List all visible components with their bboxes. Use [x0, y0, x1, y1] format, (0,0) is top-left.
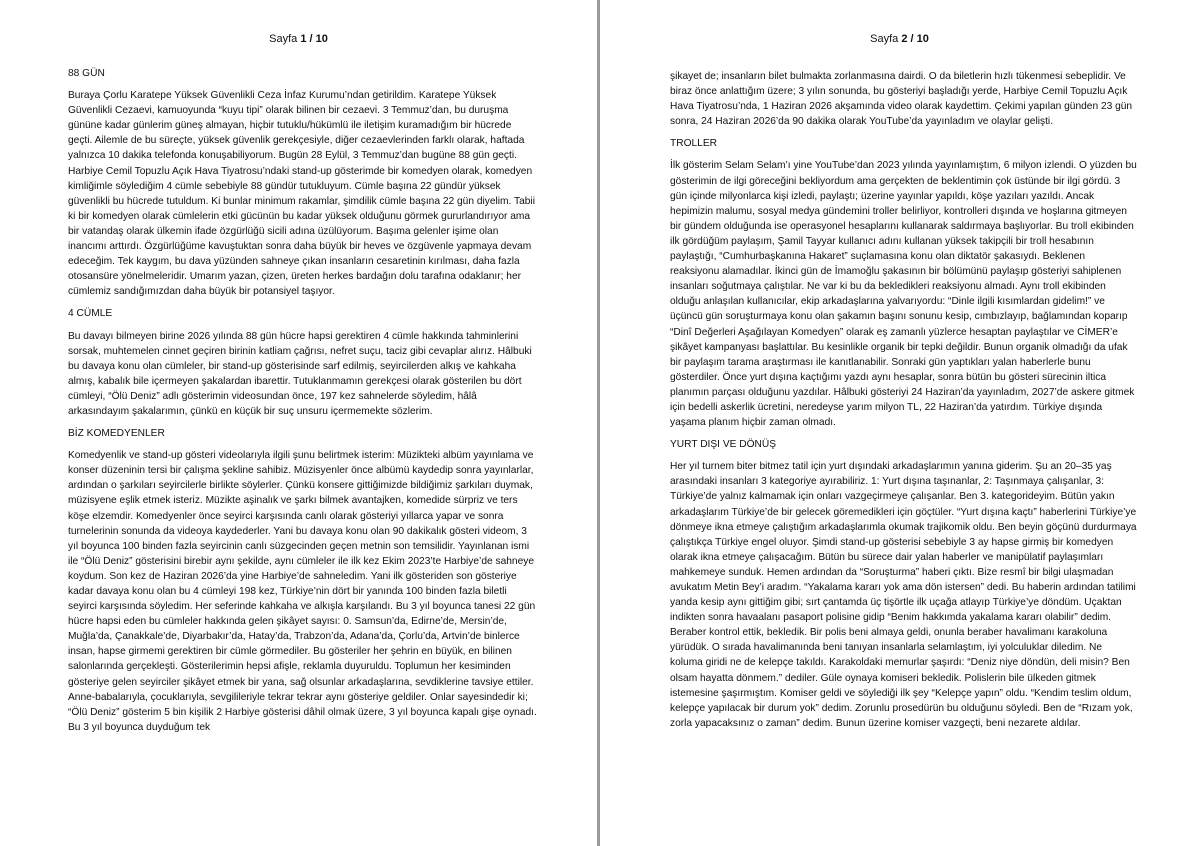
paragraph: Komedyenlik ve stand-up gösteri videolarıyla ilgili şunu belirtmek isterim: Müzikteki albüm yayınlama ve konser düzeninin tersi bir çalışma şekline sahibiz. Müzisyenler önce albümü kaydedip sonra yayınlarlar, ardından o şarkıları seyircilerle birlikte söylerler. Çünkü konsere gittiğimizde bildiğimiz şarkıları duymak, müzisyene eşlik etmek isteriz. Müzikte aşinalık ve şarkı bilmek avantajken, komedide sürpriz ve ters köşe elzemdir. Komedyenler önce seyirci karşısında canlı olarak gösteriyi yıllarca yapar ve sonra turnelerinin sonunda da videoya kaydederler. Yani bu davaya konu olan 90 dakikalık gösteri videom, 3 yıl boyunca 100 binden fazla seyircinin canlı süzgecinden geçen metnin son temsilidir. Yayınlanan ismi ile “Ölü Deniz” gösterisini birebir aynı şekilde, aynı cümleler ile ilk kez Ekim 2023’te Harbiye’de sahneye koydum. Son kez de Haziran 2026’da yine Harbiye’de sahneledim. Yani ilk gösteriden son gösteriye kadar davaya konu olan bu 4 cümleyi 198 kez, Türkiye’nin dört bir yanında 100 binden fazla biletli seyirci karşısında söyledim. Her seferinde kahkaha ve alkışla karşılandı. Bu 3 yıl boyunca tanesi 22 gün hücre hapsi eden bu cümleler hakkında gelen şikâyet sayısı: 0. Samsun’da, Edirne’de, Mersin’de, Muğla’da, Çanakkale’de, Diyarbakır’da, Hatay’da, Trabzon’da, Adana’da, Çorlu’da, Artvin’de binlerce insan, hapse girmemi gerektiren bir cümle görmediler. Bu gösteriler her şehrin en büyük, en bilinen salonlarında gerçekleşti. Gösterilerimin hepsi afişle, reklamla duyuruldu. Toplumun her kesiminden gösteriye gelen seyirciler şikâyet etmek bir yana, sağ olsunlar arkadaşlarına, sevdiklerine tavsiye ettiler. Anne-babalarıyla, çocuklarıyla, sevgilileriyle tekrar tekrar aynı gösteriye geldiler. Onlar sayesindedir ki; “Ölü Deniz” gösterim 5 bin kişilik 2 Harbiye gösterisi dâhil olmak üzere, 3 yıl boyunca kapalı gişe oynadı. Bu 3 yıl boyunca duyduğum tek [68, 450, 537, 733]
page-label: Sayfa [870, 33, 899, 45]
page-separator: / [910, 33, 914, 45]
page-number-header [600, 33, 1199, 45]
section-heading: TROLLER [670, 138, 717, 150]
paragraph: İlk gösterim Selam Selam’ı yine YouTube’dan 2023 yılında yayınlamıştım, 6 milyon izlendi. O yüzden bu gösterimin de ilgi göreceğini bekliyordum ama gerçekten de beklentimin çok üstünde bir ilgi gördü. 3 gün içinde milyonlarca kişi izledi, paylaştı; üzerine yayınlar yapıldı, köşe yazıları yazıldı. Ancak hepimizin malumu, sosyal medya gündemini troller belirliyor, kontrolleri dışında ve hoşlarına gitmeyen bir gündem olduğunda ise operasyonel hesaplarını kullanarak saldırmaya başlıyorlar. Bu troll ekibinden ilk gördüğüm paylaşım, Şamil Tayyar kullanıcı adını kullanan yüksek takipçili bir troll hesabının paylaştığı, “Cumhurbaşkanına Hakaret” suçlamasına konu olan diktatör şakasıydı. Beklenen reaksiyonu alamadılar. İkinci gün de İmamoğlu şakasının bir bölümünü paylaşıp gösteriyi sahiplenen insanları soğutmaya çalıştılar. Ne var ki bu da bekledikleri reaksiyonu almadı. Aynı troll ekibinden olduğu anlaşılan kullanıcılar, ekip arkadaşlarına yalvarıyordu: “Dinle ilgili kısımlardan gidelim!” ve üçüncü gün soruşturmaya konu olan şakamın başını sonunu kesip, cımbızlayıp, bağlamından koparıp “Dinî Değerleri Aşağılayan Komedyen” olarak eş zamanlı yüzlerce hesaptan paylaştılar ve CİMER’e şikâyet kampanyası başlattılar. Bu kesinlikle organik bir tepki değildir. Bunun organik olmadığı da ufak bir paylaşım tarama araştırması ile kanıtlanabilir. Sonraki gün yaptıkları yalan haberlerle bunu gösterdiler. Önce yurt dışına kaçtığımı yazdı aynı hesaplar, sonra bütün bu gösteri sürecinin iltica planımın parçası olduğunu yazdılar. Hâlbuki gösteriyi 24 Haziran’da yayınladım, 2027’de askere gitmek için bedelli askerlik ücretini, neredeyse yarım milyon TL, 22 Haziran’da yatırdım. Türkiye dışında yaşama planım hiçbir zaman olmadı. [670, 160, 1137, 429]
paragraph: Buraya Çorlu Karatepe Yüksek Güvenlikli Ceza İnfaz Kurumu’ndan getirildim. Karatepe Yüksek Güvenlikli Cezaevi, kamuoyunda “kuyu tipi” olarak bilinen bir cezaevi. 3 Temmuz’dan, bu duruşma gününe kadar günlerim güneş almayan, hiçbir tutuklu/hükümlü ile iletişim kuramadığım bir hücrede geçti. Ailemle de bu süreçte, yüksek güvenlik gerekçesiyle, diğer cezaevlerinden farklı olarak, haftada yalnızca 10 dakika telefonda konuşabiliyorum. Bugün 28 Eylül, 3 Temmuz’dan bugüne 88 gün geçti. Harbiye Cemil Topuzlu Açık Hava Tiyatrosu’ndaki stand-up gösterimde bir komedyen olarak, komedyen kimliğimle söylediğim 4 cümle sebebiyle 88 gündür tutukluyum. Cümle başına 22 gündür yüksek güvenlikli bu hücrede tutuldum. Ki bunlar minimum rakamlar, şimdilik cümle başına 22 gün diyelim. Tabii ki bir komedyen olarak cümlelerin etki gücünün bu kadar yüksek olduğunu görmek gururlandırıyor ama bir vatandaş olarak ülkemin ifade özgürlüğü sicili adına üzülüyorum. Başıma gelenler işime olan inancımı arttırdı. Özgürlüğüme kavuştuktan sonra daha büyük bir heves ve özgüvenle yapmaya devam edeceğim. Tek kaygım, bu dava yüzünden sahneye çıkan insanların cesaretinin kırılması, daha fazla otosansüre yönelmeleridir. Umarım yazan, çizen, üreten herkes bardağın dolu tarafına odaklanır; her cümlemiz sandığımızdan daha büyük bir potansiyel taşıyor. [68, 90, 535, 298]
total-page-count: 10 [916, 33, 929, 45]
document-page-1 [0, 0, 597, 846]
section-heading: 4 CÜMLE [68, 308, 113, 320]
page-separator: / [309, 33, 313, 45]
document-page-2 [600, 0, 1199, 846]
section-heading: 88 GÜN [68, 68, 105, 79]
page-body [68, 66, 537, 742]
page-body [670, 69, 1137, 738]
paragraph: şikayet de; insanların bilet bulmakta zorlanmasına dairdi. O da biletlerin hızlı tükenmesi sebeplidir. Ve biraz önce anlattığım üzere; 3 yılın sonunda, bu gösteriyi başladığı yerde, Harbiye Cemil Topuzlu Açık Hava Tiyatrosu’nda, 1 Haziran 2026 akşamında video olarak kaydettim. Çekimi yapılan günden 23 gün sonra, 24 Haziran 2026’da 90 dakika olarak YouTube’da yayınladım ve olaylar gelişti. [670, 71, 1133, 128]
current-page-number: 1 [300, 33, 307, 45]
section-heading: BİZ KOMEDYENLER [68, 428, 165, 440]
total-page-count: 10 [315, 33, 328, 45]
page-number-header [0, 33, 597, 45]
current-page-number: 2 [901, 33, 908, 45]
paragraph: Her yıl turnem biter bitmez tatil için yurt dışındaki arkadaşlarımın yanına giderim. Şu an 20–35 yaş arasındaki insanları 3 kategoriye ayırabiliriz. 1: Yurt dışına taşınanlar, 2: Taşınmaya çalışanlar, 3: Türkiye’de yalnız kalmamak için onları vazgeçirmeye çalışanlar. Ben 3. kategorideyim. Bütün yakın arkadaşlarım Türkiye’de bir gelecek göremedikleri için göçtüler. “Yurt dışına kaçtı” haberlerini Türkiye’ye dönmeye ikna etmeye çalıştığım arkadaşlarımla okumak trajikomik oldu. Ben beyin göçünü durdurmaya çalıştıkça Türkiye engel oluyor. Şimdi stand-up gösterisi sebebiyle 3 ay hapse girmiş bir komedyen olarak ikna etmeye çalışacağım. Bütün bu sürece dair yalan haberler ve manipülatif paylaşımları mahkemeye sunduk. Hemen ardından da “Soruşturma” haberi çıktı. Bize resmî bir bilgi ulaşmadan avukatım Metin Bey’i aradım. “Yakalama kararı yok ama dön istersen” dedi. Bu haberin ardından tatilimi yanda kesip aynı gittiğim gibi; sırt çantamda üç tişörtle ilk uçağa atlayıp Türkiye’ye döndüm. Uçaktan indikten sonra havaalanı pasaport polisine gidip “Benim hakkımda yakalama kararı olabilir” dedim. Beraber kontrol ettik, bekledik. Bir polis beni almaya geldi, onunla beraber havalimanı karakoluna yürüdük. O sırada havalimanında beni tanıyan insanlarla selamlaştım, iyi yolculuklar diledim. Ne koluma giridi ne de kelepçe takıldı. Karakoldaki memurlar şaşırdı: “Deniz niye döndün, deli misin? Ben olsam hayatta dönmem.” dediler. Güle oynaya komiseri bekledik. Polislerin bile ülkeden gitmek istemesine şaşırmıştım. Komiser geldi ve söylediği ilk şey “Kelepçe yapın” oldu. “Kendim teslim oldum, kelepçe yapılacak bir durum yok” dedim. Zorunlu prosedürün bu olduğunu söyledi. Ben de “Rızam yok, zorla yapacaksınız o zaman” dedim. Bunun üzerine komiser vazgeçti, beni nezarete aldılar. [670, 461, 1137, 729]
page-label: Sayfa [269, 33, 298, 45]
paragraph: Bu davayı bilmeyen birine 2026 yılında 88 gün hücre hapsi gerektiren 4 cümle hakkında tahminlerini sorsak, muhtemelen cinnet geçiren birinin katliam çağrısı, nefret suçu, taciz gibi cevaplar alırız. Hâlbuki bu davaya konu olan cümleler, bir stand-up gösterisinde sarf edilmiş, seyircilerden alkış ve kahkaha almış, kabalık bile içermeyen şakalardan ibarettir. Tutuklanmamın gerekçesi olarak gösterilen bu dört cümleyi, “Ölü Deniz” adlı gösterimin videosundan önce, 197 kez sahnelerde söyledim, hâlâ arkasındayım şakalarımın, çünkü en küçük bir suç unsuru içermemekte sözlerim. [68, 330, 532, 417]
section-heading: YURT DIŞI VE DÖNÜŞ [670, 439, 777, 451]
